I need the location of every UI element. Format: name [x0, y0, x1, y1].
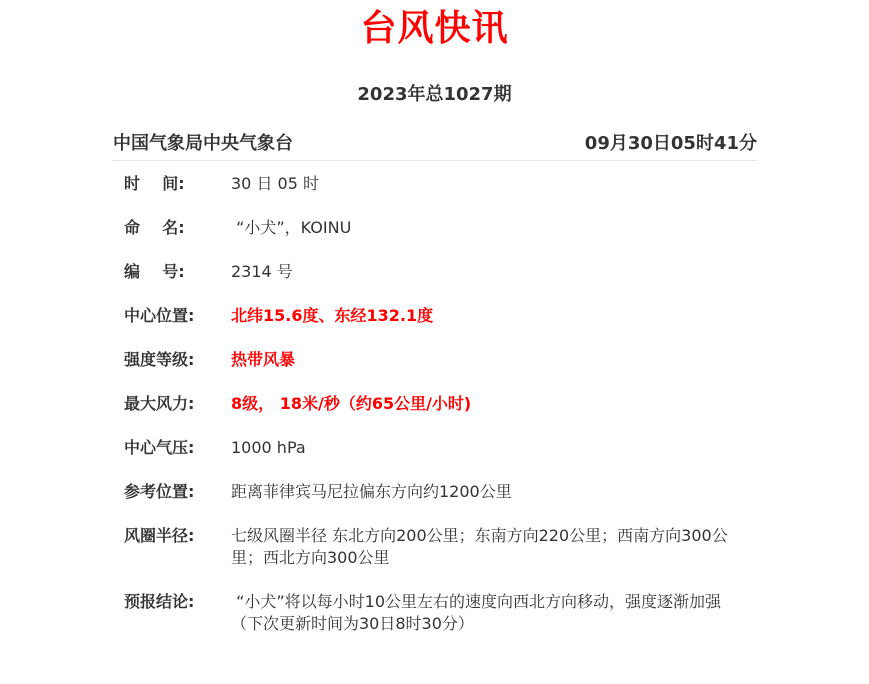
info-label: 中心位置:: [124, 306, 195, 325]
info-row-wind-radius: [124, 525, 744, 591]
info-value: 2314 号: [231, 262, 293, 281]
info-label: 命 名:: [124, 218, 185, 237]
info-value: 30 日 05 时: [231, 174, 319, 193]
info-value: 距离菲律宾马尼拉偏东方向约1200公里: [231, 482, 512, 501]
info-value-highlight: 8级， 18米/秒（约65公里/小时): [231, 394, 472, 413]
info-label: 编 号:: [124, 262, 185, 281]
info-row-forecast: [124, 591, 744, 661]
info-value: 七级风圈半径 东北方向200公里；东南方向220公里；西南方向300公里；西北方向300公里: [231, 526, 728, 567]
info-value: “小犬”将以每小时10公里左右的速度向西北方向移动，强度逐渐加强 （下次更新时间为30日8时30分）: [231, 592, 722, 633]
info-label: 参考位置:: [124, 482, 195, 501]
info-row-max-wind: [124, 393, 744, 437]
info-label: 强度等级:: [124, 350, 195, 369]
info-value: 1000 hPa: [231, 438, 306, 457]
info-label: 风圈半径:: [124, 526, 195, 545]
info-row-name: [124, 217, 744, 261]
info-row-intensity: [124, 349, 744, 393]
info-row-center-pressure: [124, 437, 744, 481]
info-value-highlight: 热带风暴: [231, 350, 296, 369]
info-row-center-position: [124, 305, 744, 349]
info-label: 中心气压:: [124, 438, 195, 457]
page-title: 台风快讯: [360, 8, 509, 49]
info-row-reference-position: [124, 481, 744, 525]
info-label: 最大风力:: [124, 394, 195, 413]
info-label: 预报结论:: [124, 592, 195, 611]
release-datetime: 09月30日05时41分: [584, 133, 757, 154]
issue-number: 2023年总1027期: [357, 84, 512, 105]
info-label: 时 间:: [124, 174, 185, 193]
header-divider: [113, 160, 757, 161]
bulletin-header: [113, 128, 757, 156]
agency-name: 中国气象局中央气象台: [113, 133, 293, 154]
info-row-number: [124, 261, 744, 305]
info-row-time: [124, 173, 744, 217]
typhoon-info-table: [124, 173, 744, 661]
info-value: “小犬”，KOINU: [231, 218, 352, 237]
info-value-highlight: 北纬15.6度、东经132.1度: [231, 306, 434, 325]
